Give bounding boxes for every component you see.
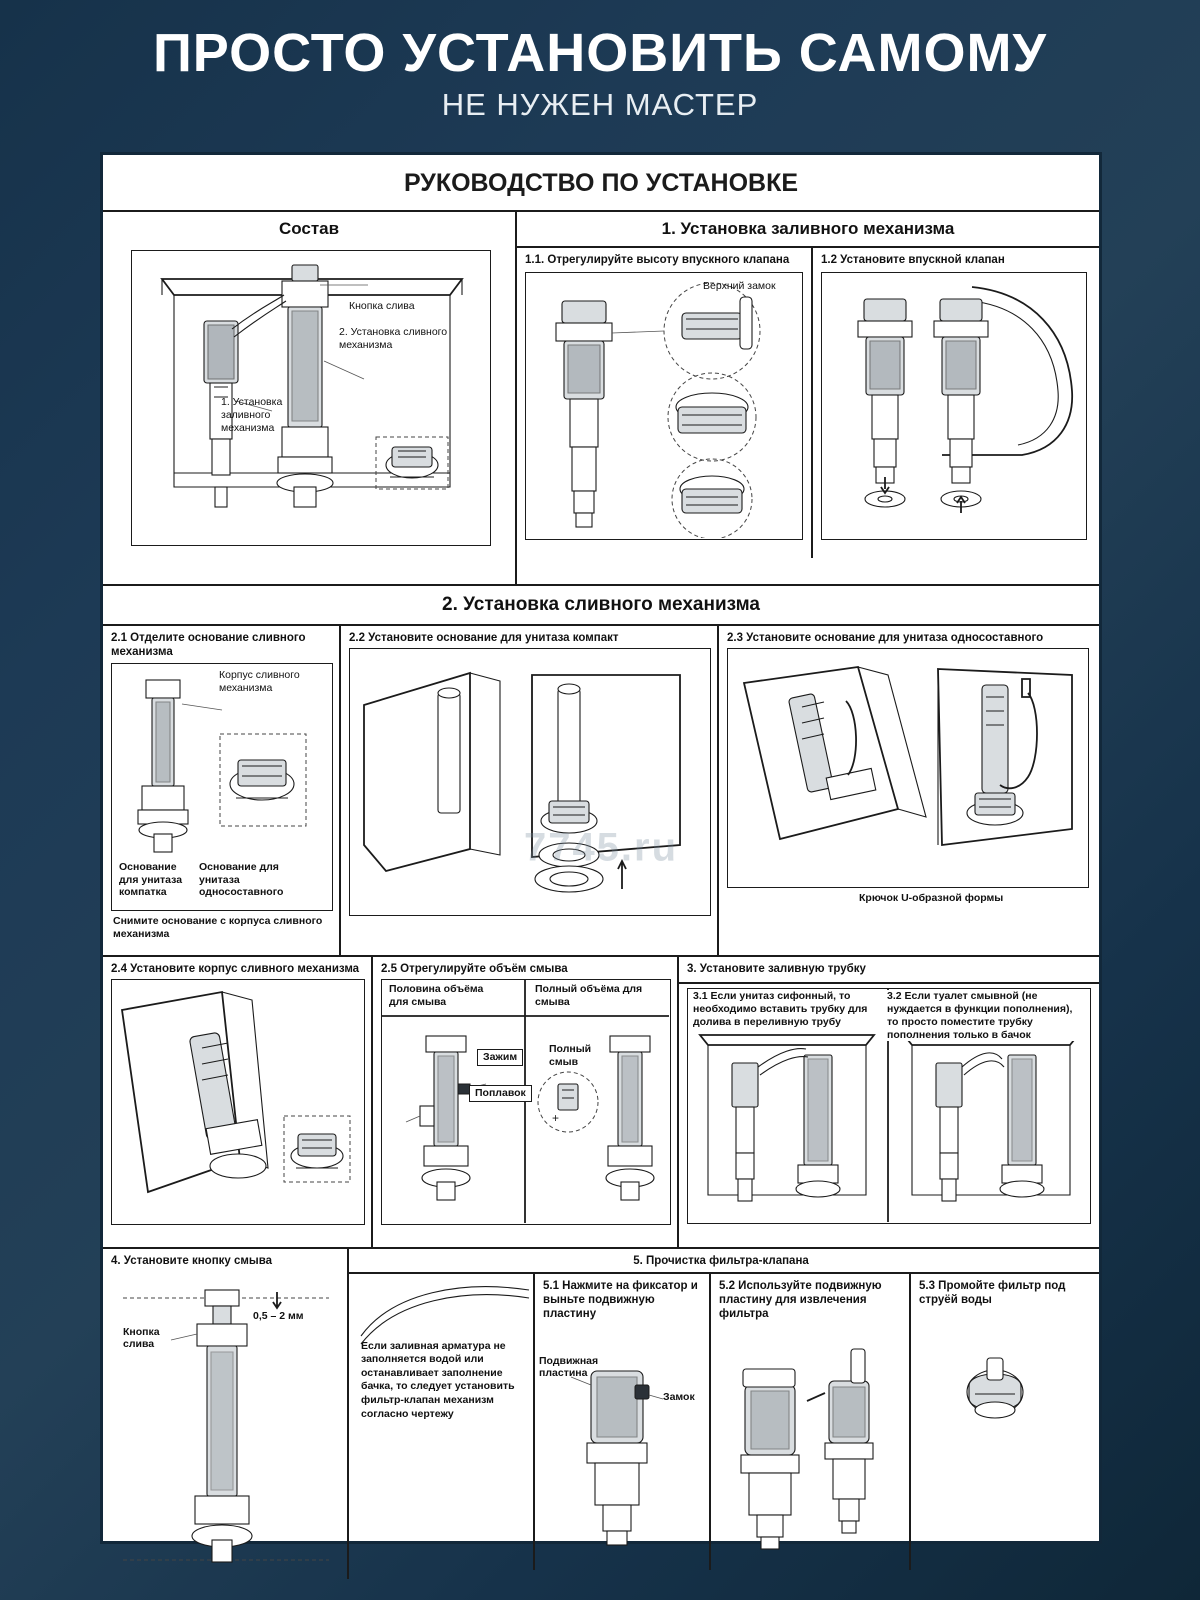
hero-banner: [0, 0, 1200, 123]
step2-4-figure: [111, 979, 365, 1225]
step5-2-title: 5.2 Используйте подвижную пластину для извлечения фильтра: [719, 1279, 882, 1321]
instruction-sheet: [100, 152, 1102, 1544]
page-title: ПРОСТО УСТАНОВИТЬ САМОМУ: [152, 23, 1048, 83]
panel-5-1: [535, 1274, 711, 1570]
step3-1-text: 3.1 Если унитаз сифонный, то необходимо вставить трубку для долива в переливную трубу: [693, 990, 868, 1028]
step2-5-figure: [381, 979, 671, 1225]
label-float: Поплавок: [469, 1085, 532, 1102]
step1-2-figure: [821, 272, 1087, 540]
label-drain-body: Корпус сливного механизма: [219, 668, 300, 694]
label-flush-button: Кнопка слива: [349, 300, 415, 312]
label-flush-button-4: Кнопка слива: [123, 1325, 160, 1351]
row-step2-bottom: [103, 957, 1099, 1249]
step3-title: 3. Установите заливную трубку: [679, 957, 1099, 984]
label-fill-install: 1. Установка заливного механизма: [221, 396, 283, 434]
page-subtitle: НЕ НУЖЕН МАСТЕР: [441, 87, 759, 123]
label-clamp: Зажим: [477, 1049, 523, 1066]
step4-figure: [109, 1274, 341, 1570]
row-step2-top: [103, 626, 1099, 957]
panel-3: [679, 957, 1099, 1247]
panel-4-note: [349, 1274, 535, 1570]
label-top-lock: Верхний замок: [703, 280, 776, 293]
step5-1-title: 5.1 Нажмите на фиксатор и выньте подвижную пластину: [543, 1279, 698, 1321]
panel-step1-2: [813, 248, 1099, 558]
step2-2-title: 2.2 Установите основание для унитаза компакт: [349, 632, 619, 644]
row-compose-and-step1: [103, 212, 1099, 586]
step5-title: 5. Прочистка фильтра-клапана: [349, 1249, 1099, 1273]
panel-2-4: [103, 957, 373, 1247]
label-gap: 0,5 – 2 мм: [253, 1309, 304, 1322]
step2-3-title: 2.3 Установите основание для унитаза односоставного: [727, 632, 1044, 644]
panel-step1: [517, 212, 1099, 586]
svg-text:+: +: [552, 1111, 560, 1126]
watermark: 7745.ru: [523, 825, 679, 870]
panel-5-2: [711, 1274, 911, 1570]
label-half-volume: Половина объёма для смыва: [389, 983, 484, 1008]
label-u-hook: Крючок U-образной формы: [859, 892, 1004, 905]
step1-1-title: 1.1. Отрегулируйте высоту впускного клапана: [525, 254, 790, 266]
panel-2-5: [373, 957, 679, 1247]
step4-title: 4. Установите кнопку смыва: [111, 1255, 273, 1268]
compose-figure: [131, 250, 491, 546]
panel-5-3: [911, 1274, 1095, 1570]
step1-1-figure: [525, 272, 803, 540]
step1-header: 1. Установка заливного механизма: [517, 212, 1099, 248]
step2-1-title: 2.1 Отделите основание сливного механизма: [111, 632, 306, 659]
step2-band: 2. Установка сливного механизма: [103, 586, 1099, 626]
label-remove-base-note: Снимите основание с корпуса сливного механизма: [113, 914, 323, 940]
panel-compose: [103, 212, 517, 586]
compose-header: Состав: [278, 219, 340, 238]
label-full-volume: Полный объёма для смыва: [535, 983, 643, 1008]
panel-4: [103, 1249, 349, 1579]
step5-2-figure: [711, 1325, 907, 1551]
label-drain-install: 2. Установка сливного механизма: [339, 326, 448, 351]
label-base-compact: Основание для унитаза компатка: [119, 860, 183, 899]
step2-2-figure: [349, 648, 711, 916]
step2-5-title: 2.5 Отрегулируйте объём смыва: [381, 962, 568, 975]
label-full-flush: Полный смыв: [549, 1043, 592, 1068]
row-step4-step5: [103, 1249, 1099, 1579]
step1-2-title: 1.2 Установите впускной клапан: [821, 254, 1005, 266]
panel-2-3: [719, 626, 1099, 955]
step5-3-figure: [911, 1310, 1091, 1536]
label-lock: Замок: [663, 1390, 695, 1403]
sheet-title: РУКОВОДСТВО ПО УСТАНОВКЕ: [103, 155, 1099, 212]
step2-3-figure: [727, 648, 1089, 888]
panel-step1-1: [517, 248, 813, 558]
panel-5: [349, 1249, 1099, 1579]
label-moving-plate: Подвижная пластина: [539, 1354, 599, 1380]
panel-2-2: [341, 626, 719, 955]
step3-2-text: 3.2 Если туалет смывной (не нуждается в функции пополнения), то просто поместите трубку пополнения только в бачок: [887, 990, 1083, 1041]
step2-4-title: 2.4 Установите корпус сливного механизма: [111, 962, 360, 975]
label-base-single: Основание для унитаза односоставного: [199, 860, 284, 899]
step5-3-title: 5.3 Промойте фильтр под струёй воды: [919, 1279, 1066, 1306]
panel-2-1: [103, 626, 341, 955]
step4-note: Если заливная арматура не заполняется водой или останавливает заполнение бачка, то следует установить фильтр-клапан механизм согласно чертежу: [361, 1339, 515, 1420]
